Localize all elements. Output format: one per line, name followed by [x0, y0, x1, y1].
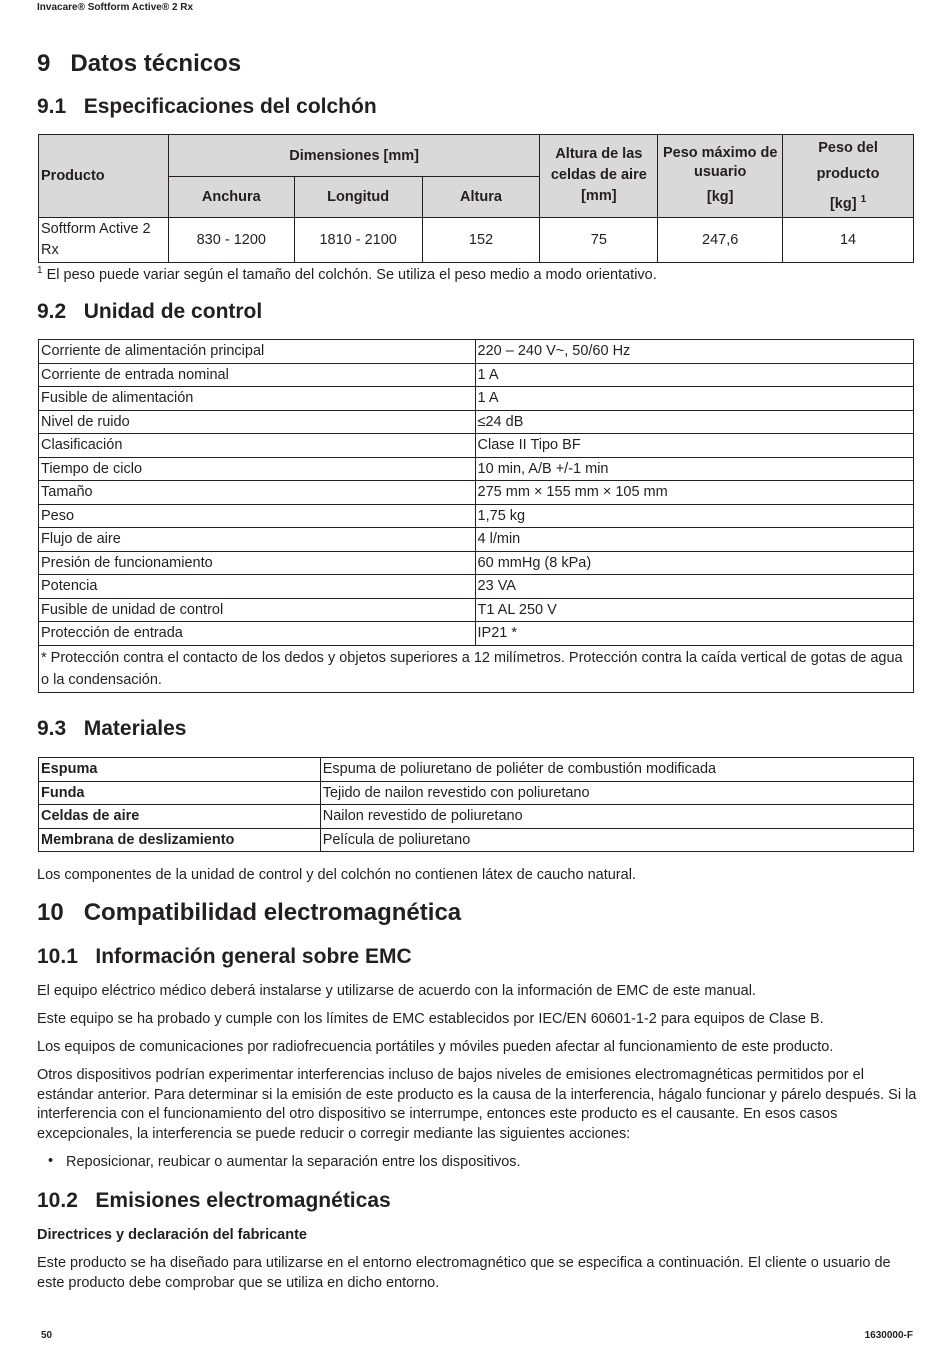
section-number: 9 — [37, 50, 51, 77]
header-product: Producto — [39, 135, 169, 218]
emc-paragraph-3: Los equipos de comunicaciones por radiofrecuencia portátiles y móviles pueden afectar al funcionamiento de este producto. — [37, 1039, 834, 1055]
row-label: Espuma — [39, 758, 321, 782]
row-value: T1 AL 250 V — [475, 598, 913, 622]
section-10-2-heading — [37, 1189, 391, 1213]
control-unit-table — [38, 339, 914, 693]
table-row — [39, 434, 914, 458]
manufacturer-declaration-subhead: Directrices y declaración del fabricante — [37, 1227, 307, 1243]
section-title: Emisiones electromagnéticas — [95, 1189, 391, 1212]
cell-product-weight: 14 — [783, 217, 914, 262]
table-row — [39, 758, 914, 782]
section-title: Especificaciones del colchón — [83, 95, 377, 118]
section-9-1-heading — [37, 95, 377, 119]
table-row — [39, 363, 914, 387]
table-row — [39, 598, 914, 622]
table-row — [39, 575, 914, 599]
row-label: Tiempo de ciclo — [39, 457, 476, 481]
header-length: Longitud — [294, 177, 422, 218]
row-label: Fusible de unidad de control — [39, 598, 476, 622]
row-label: Corriente de entrada nominal — [39, 363, 476, 387]
section-9-3-heading — [37, 717, 186, 741]
row-value: Nailon revestido de poliuretano — [320, 805, 913, 829]
footnote-ref: 1 — [860, 194, 867, 205]
section-title: Datos técnicos — [70, 50, 242, 77]
section-10-heading — [37, 899, 461, 927]
section-number: 10.2 — [37, 1189, 78, 1212]
section-9-2-heading — [37, 300, 262, 324]
section-number: 9.1 — [37, 95, 67, 118]
table-row — [39, 457, 914, 481]
section-number: 10.1 — [37, 945, 78, 968]
row-label: Tamaño — [39, 481, 476, 505]
row-value: Clase II Tipo BF — [475, 434, 913, 458]
materials-table — [38, 757, 914, 852]
section-title: Información general sobre EMC — [95, 945, 412, 968]
table-row — [39, 481, 914, 505]
row-label: Funda — [39, 781, 321, 805]
section-title: Unidad de control — [83, 300, 263, 323]
section-number: 10 — [37, 899, 64, 926]
emissions-paragraph: Este producto se ha diseñado para utilizarse en el entorno electromagnético que se especifica a continuación. El cliente o usuario de este producto debe comprobar que se utiliza en dicho entorno. — [37, 1255, 891, 1291]
table-row — [39, 551, 914, 575]
row-value: 1 A — [475, 387, 913, 411]
header-cell-height: Altura de las celdas de aire [mm] — [540, 135, 658, 218]
row-value: 10 min, A/B +/-1 min — [475, 457, 913, 481]
row-label: Peso — [39, 504, 476, 528]
table-row — [39, 828, 914, 852]
row-label: Protección de entrada — [39, 622, 476, 646]
row-value: 220 – 240 V~, 50/60 Hz — [475, 340, 913, 364]
section-title: Compatibilidad electromagnética — [83, 899, 462, 926]
section-10-1-heading — [37, 945, 412, 969]
header-height: Altura — [422, 177, 540, 218]
section-9-heading — [37, 50, 241, 78]
row-value: 23 VA — [475, 575, 913, 599]
cell-length: 1810 - 2100 — [294, 217, 422, 262]
row-label: Clasificación — [39, 434, 476, 458]
cell-product: Softform Active 2 Rx — [39, 217, 169, 262]
emc-paragraph-4: Otros dispositivos podrían experimentar interferencias incluso de bajos niveles de emisiones electromagnéticas permitidos por el estándar anterior. Para determinar si la emisión de este producto es la causa de la interferencia, hágalo funcionar y párelo después. Si la interferencia con el funcionamiento del otro dispositivo se interrumpe, entonces este producto es el causante. En esos casos excepcionales, la interferencia se puede reducir o corregir mediante las siguientes acciones: — [37, 1067, 917, 1142]
row-label: Nivel de ruido — [39, 410, 476, 434]
table-row — [39, 805, 914, 829]
emc-paragraph-1: El equipo eléctrico médico deberá instalarse y utilizarse de acuerdo con la información de EMC de este manual. — [37, 983, 756, 999]
header-width: Anchura — [168, 177, 294, 218]
row-label: Celdas de aire — [39, 805, 321, 829]
cell-cell-height: 75 — [540, 217, 658, 262]
table-row — [39, 387, 914, 411]
table-row — [39, 340, 914, 364]
running-header: Invacare® Softform Active® 2 Rx — [37, 2, 194, 13]
emc-bullet-item: Reposicionar, reubicar o aumentar la separación entre los dispositivos. — [66, 1154, 521, 1170]
row-value: 1,75 kg — [475, 504, 913, 528]
spec-footnote: $^1$ El peso puede variar según el tamaño del colchón. Se utiliza el peso medio a modo orientativo. — [37, 265, 657, 283]
header-max-user-weight: Peso máximo de usuario [kg] — [658, 135, 783, 218]
table-row — [39, 504, 914, 528]
page-number: 50 — [41, 1330, 53, 1341]
control-unit-note: * Protección contra el contacto de los dedos y objetos superiores a 12 milímetros. Protección contra la caída vertical de gotas de agua o la condensación. — [39, 645, 914, 692]
row-value: Película de poliuretano — [320, 828, 913, 852]
row-value: Tejido de nailon revestido con poliuretano — [320, 781, 913, 805]
table-row — [39, 410, 914, 434]
table-row — [39, 622, 914, 646]
row-value: 275 mm × 155 mm × 105 mm — [475, 481, 913, 505]
bullet-icon: • — [48, 1153, 54, 1169]
row-label: Membrana de deslizamiento — [39, 828, 321, 852]
emc-paragraph-2: Este equipo se ha probado y cumple con los límites de EMC establecidos por IEC/EN 60601-1-2 para equipos de Clase B. — [37, 1011, 824, 1027]
row-label: Corriente de alimentación principal — [39, 340, 476, 364]
header-dimensions: Dimensiones [mm] — [168, 135, 540, 177]
row-value: IP21 * — [475, 622, 913, 646]
table-row — [39, 781, 914, 805]
table-row — [39, 528, 914, 552]
row-label: Potencia — [39, 575, 476, 599]
table-row — [39, 217, 914, 262]
row-label: Fusible de alimentación — [39, 387, 476, 411]
cell-max-weight: 247,6 — [658, 217, 783, 262]
row-value: 1 A — [475, 363, 913, 387]
cell-width: 830 - 1200 — [168, 217, 294, 262]
section-number: 9.2 — [37, 300, 67, 323]
section-title: Materiales — [83, 717, 187, 740]
row-label: Presión de funcionamiento — [39, 551, 476, 575]
row-value: 4 l/min — [475, 528, 913, 552]
mattress-spec-table — [38, 134, 914, 263]
document-code: 1630000-F — [864, 1330, 913, 1341]
latex-note: Los componentes de la unidad de control y del colchón no contienen látex de caucho natural. — [37, 867, 636, 883]
row-value: ≤24 dB — [475, 410, 913, 434]
row-value: Espuma de poliuretano de poliéter de combustión modificada — [320, 758, 913, 782]
cell-height: 152 — [422, 217, 540, 262]
section-number: 9.3 — [37, 717, 67, 740]
row-value: 60 mmHg (8 kPa) — [475, 551, 913, 575]
row-label: Flujo de aire — [39, 528, 476, 552]
header-product-weight: Peso del producto [kg] $^1$ — [783, 135, 914, 218]
